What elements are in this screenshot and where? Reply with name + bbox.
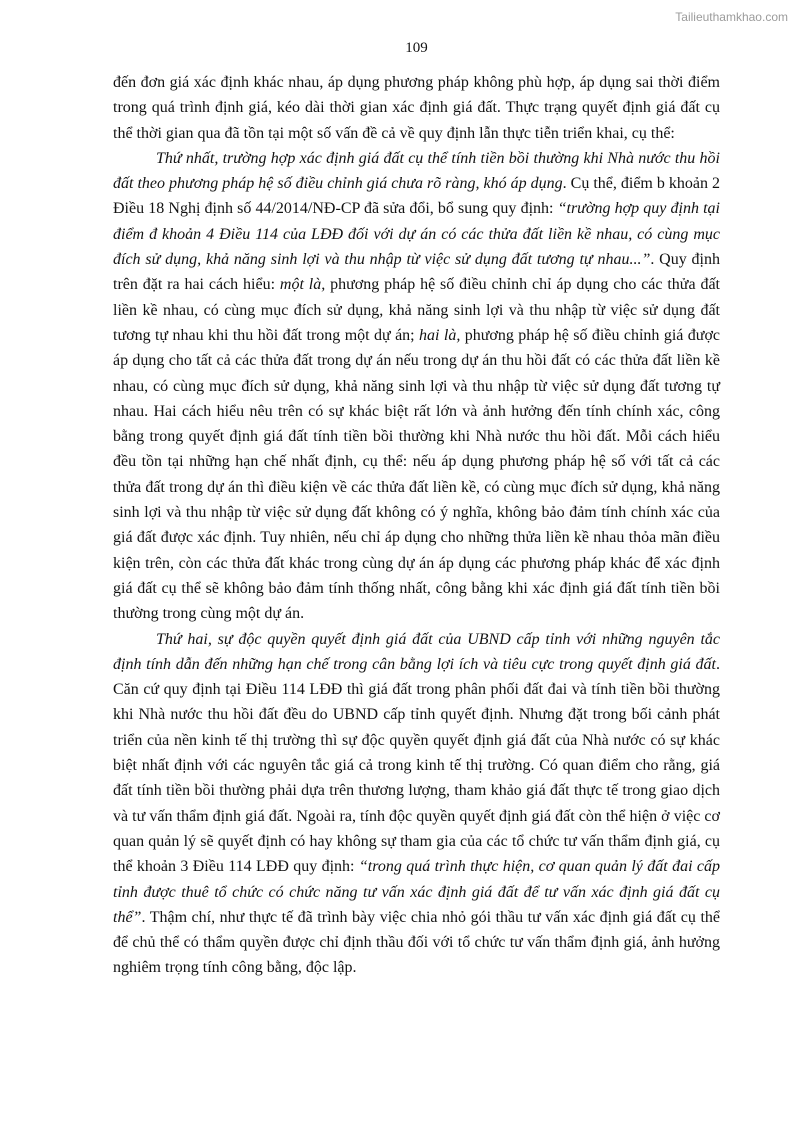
text-segment: Thứ nhất, trường hợp xác định giá đất cụ thể tính tiền bồi thường khi Nhà nước thu hồi đất theo phương pháp hệ số điều chỉnh giá chưa rõ ràng, khó áp dụng (113, 149, 720, 193)
text-segment: “trường hợp quy định tại điểm đ khoản 4 Điều 114 của LĐĐ đối với dự án có các thửa đất liền kề nhau, có cùng mục đích sử dụng, khả năng sinh lợi và thu nhập từ việc sử dụng đất tương tự nhau...” (113, 200, 720, 269)
text-segment: phương pháp hệ số điều chỉnh giá được áp dụng cho tất cả các thửa đất trong dự án nếu trong dự án thu hồi đất có các thửa đất liền kề nhau, có cùng mục đích sử dụng, khả năng sinh lợi và thu nhập từ việc sử dụng đất tương tự nhau. Hai cách hiểu nêu trên có sự khác biệt rất lớn và ảnh hưởng đến tính chính xác, công bằng trong quyết định giá đất tính tiền bồi thường khi Nhà nước thu hồi đất. Mỗi cách hiểu đều tồn tại những hạn chế nhất định, cụ thể: nếu áp dụng phương pháp hệ số với tất cả các thửa đất trong dự án thì điều kiện về các thửa đất liền kề, có cùng mục đích sử dụng, khả năng sinh lợi và thu nhập từ việc sử dụng đất không có ý nghĩa, không bảo đảm tính chính xác của giá đất được xác định. Tuy nhiên, nếu chỉ áp dụng cho những thửa liền kề nhau thỏa mãn điều kiện trên, còn các thửa đất khác trong cùng dự án áp dụng các phương pháp khác để xác định giá đất cụ thể sẽ không bảo đảm tính thống nhất, công bằng khi xác định giá đất tính tiền bồi thường trong cùng một dự án. (113, 326, 721, 623)
text-segment: đến đơn giá xác định khác nhau, áp dụng phương pháp không phù hợp, áp dụng sai thời điểm trong quá trình định giá, kéo dài thời gian xác định giá đất. Thực trạng quyết định giá đất cụ thể thời gian qua đã tồn tại một số vấn đề cả về quy định lẫn thực tiễn triển khai, cụ thể: (113, 74, 720, 142)
document-body (113, 70, 720, 981)
watermark: Tailieuthamkhao.com (675, 10, 788, 24)
text-segment: . Căn cứ quy định tại Điều 114 LĐĐ thì giá đất trong phân phối đất đai và tính tiền bồi thường khi Nhà nước thu hồi đất đều do UBND cấp tỉnh quyết định. Nhưng đặt trong bối cảnh phát triển của nền kinh tế thị trường thì sự độc quyền quyết định giá đất của Nhà nước có sự khác biệt nhất định với các nguyên tắc giá cả trong kinh tế thị trường. Có quan điểm cho rằng, giá đất tính tiền bồi thường phải dựa trên thương lượng, tham khảo giá đất thực tế trong giao dịch và tư vấn thẩm định giá đất. Ngoài ra, tính độc quyền quyết định giá đất còn thể hiện ở việc cơ quan quản lý sẽ quyết định có hay không sự tham gia của các tổ chức tư vấn thẩm định giá, cụ thể khoản 3 Điều 114 LĐĐ quy định: (113, 655, 720, 876)
text-segment: phương pháp hệ số điều chỉnh chỉ áp dụng cho các thửa đất liền kề nhau, có cùng mục đích sử dụng, khả năng sinh lợi và thu nhập từ việc sử dụng đất tương tự nhau khi thu hồi đất trong một dự án; (113, 276, 720, 344)
text-segment: . Thậm chí, như thực tế đã trình bày việc chia nhỏ gói thầu tư vấn xác định giá đất cụ thể để chủ thể có thẩm quyền được chỉ định thầu đối với tổ chức tư vấn thẩm định giá, ảnh hưởng nghiêm trọng tính công bằng, độc lập. (113, 908, 720, 977)
text-segment: một là, (279, 276, 326, 294)
page-number: 109 (405, 40, 428, 56)
text-segment: hai là, (419, 326, 461, 344)
paragraph (113, 70, 720, 146)
paragraph (113, 627, 720, 981)
text-segment: . Quy định trên đặt ra hai cách hiểu: (113, 251, 721, 294)
paragraph (113, 146, 720, 627)
text-segment: “trong quá trình thực hiện, cơ quan quản lý đất đai cấp tỉnh được thuê tổ chức có chức năng tư vấn xác định giá đất để tư vấn xác định giá đất cụ thể” (113, 858, 721, 926)
text-segment: . Cụ thể, điểm b khoản 2 Điều 18 Nghị định số 44/2014/NĐ-CP đã sửa đổi, bổ sung quy định: (113, 175, 721, 218)
text-segment: Thứ hai, sự độc quyền quyết định giá đất của UBND cấp tỉnh với những nguyên tắc định tính dẫn đến những hạn chế trong cân bằng lợi ích và tiêu cực trong quyết định giá đất (113, 630, 720, 673)
